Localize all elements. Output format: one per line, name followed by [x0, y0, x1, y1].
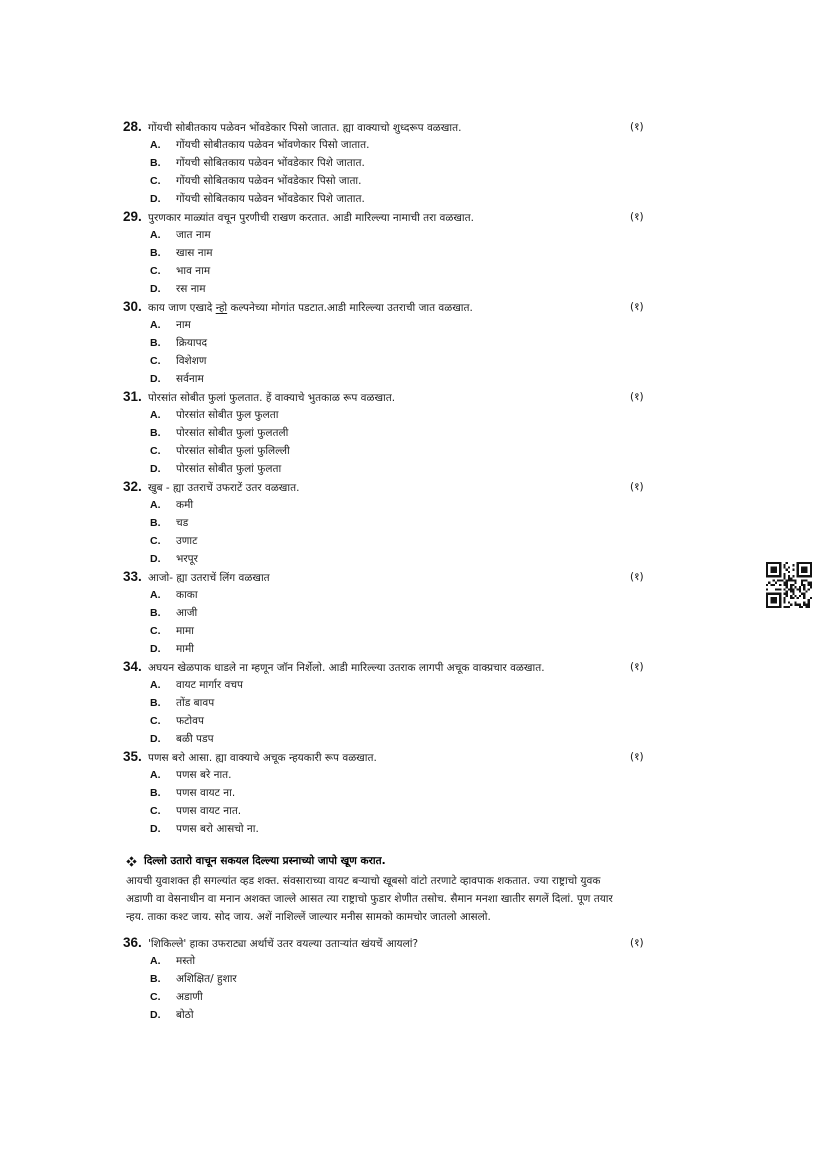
- option-letter: D.: [150, 283, 161, 295]
- option-letter: D.: [150, 373, 161, 385]
- section-bullet-icon: [126, 856, 144, 867]
- question-marks: (१): [630, 481, 644, 493]
- option-row: [123, 712, 723, 730]
- question-stem: आजो- ह्या उतराचें लिंग वळखात: [148, 572, 270, 584]
- question-marks: (१): [630, 121, 644, 133]
- question: [123, 478, 723, 568]
- question-36: [123, 934, 723, 1024]
- question: [123, 748, 723, 838]
- passage-line: [126, 888, 743, 906]
- question-stem: पणस बरो आसा. ह्या वाक्याचे अचूक न्हयकारी रूप वळखात.: [148, 752, 377, 764]
- option-row: [123, 262, 723, 280]
- option-letter: D.: [150, 733, 161, 745]
- passage-instruction: दिल्लो उतारो वाचून सकयल दिल्ल्या प्रस्नाच्यो जापो खूण करात.: [144, 855, 386, 867]
- option-row: [123, 190, 723, 208]
- option-text: कमी: [176, 499, 194, 511]
- option-row: [123, 640, 723, 658]
- questions-28-35: [123, 118, 723, 838]
- passage-line-text: आयची युवाशक्त ही सगल्यांत व्हड शक्त. संवसाराच्या वायट बऱ्याचो खूबसो वांटो तरणाटे व्हावपाक शकतात. ज्या राष्ट्राचो युवक: [126, 875, 601, 887]
- option-text: चड: [176, 517, 189, 529]
- option-letter: C.: [150, 805, 161, 817]
- question-stem: अघयन खेळपाक धाडले ना म्हणून जॉन निर्शेलो. आडी मारिल्ल्या उतराक लागपी अचूक वाक्प्रचार वळखात.: [148, 662, 545, 674]
- option-row: [123, 532, 723, 550]
- question-marks: (१): [630, 937, 644, 949]
- option-row: [123, 784, 723, 802]
- question: [123, 934, 723, 1024]
- option-row: [123, 334, 723, 352]
- question: [123, 568, 723, 658]
- passage-line-text: अडाणी वा वेसनाधीन वा मनान अशक्त जाल्ले आसत त्या राष्ट्राचो फुडार शेणीत तसोच. सैमान मनशा खातीर सगलें दिलां. पूण तयार: [126, 893, 613, 905]
- option-row: [123, 676, 723, 694]
- option-text: वायट मार्गार वचप: [176, 679, 244, 691]
- option-text: गोंयची सोबीतकाय पळेवन भोंवणेकार पिसो जातात.: [176, 139, 370, 151]
- passage-section: [123, 852, 743, 924]
- option-letter: C.: [150, 355, 161, 367]
- option-text: सर्वनाम: [176, 373, 204, 385]
- option-row: [123, 766, 723, 784]
- question-marks: (१): [630, 661, 644, 673]
- option-text: पणस वायट ना.: [176, 787, 236, 799]
- question-marks: (१): [630, 751, 644, 763]
- option-letter: A.: [150, 319, 161, 331]
- option-letter: A.: [150, 409, 161, 421]
- option-letter: A.: [150, 229, 161, 241]
- option-row: [123, 988, 723, 1006]
- option-text: अशिक्षित/ हुशार: [176, 973, 237, 985]
- option-letter: B.: [150, 517, 161, 529]
- question-number: 35.: [123, 749, 142, 764]
- option-letter: B.: [150, 427, 161, 439]
- option-text: पोरसांत सोबीत फुलां फुलिल्ली: [176, 445, 290, 457]
- option-row: [123, 496, 723, 514]
- option-text: गोंयची सोबितकाय पळेवन भोंवडेकार पिसो जाता.: [176, 175, 362, 187]
- option-letter: C.: [150, 265, 161, 277]
- question-number: 28.: [123, 119, 142, 134]
- option-letter: D.: [150, 643, 161, 655]
- question-number: 34.: [123, 659, 142, 674]
- question-marks: (१): [630, 301, 644, 313]
- option-text: जात नाम: [176, 229, 211, 241]
- option-letter: A.: [150, 589, 161, 601]
- option-text: पणस बरे नात.: [176, 769, 232, 781]
- option-row: [123, 730, 723, 748]
- option-row: [123, 244, 723, 262]
- qr-code: [766, 562, 812, 608]
- option-row: [123, 172, 723, 190]
- option-letter: D.: [150, 463, 161, 475]
- option-text: भरपूर: [176, 553, 198, 565]
- option-letter: D.: [150, 553, 161, 565]
- option-letter: B.: [150, 607, 161, 619]
- option-text: बोठो: [176, 1009, 194, 1021]
- question-stem: 'शिकिल्ले' हाका उफराट्या अर्थाचें उतर वयल्या उताऱ्यांत खंयचें आयलां?: [148, 938, 419, 950]
- option-letter: B.: [150, 697, 161, 709]
- option-text: विशेशण: [176, 355, 207, 367]
- option-text: काका: [176, 589, 198, 601]
- option-text: खास नाम: [176, 247, 213, 259]
- option-letter: A.: [150, 769, 161, 781]
- option-text: आजी: [176, 607, 198, 619]
- option-text: मस्तो: [176, 955, 196, 967]
- question-number: 30.: [123, 299, 142, 314]
- option-letter: D.: [150, 1009, 161, 1021]
- option-row: [123, 1006, 723, 1024]
- passage-line: [126, 906, 743, 924]
- option-letter: A.: [150, 139, 161, 151]
- option-row: [123, 316, 723, 334]
- option-text: बळी पडप: [176, 733, 214, 745]
- option-row: [123, 136, 723, 154]
- option-text: पणस बरो आसचो ना.: [176, 823, 259, 835]
- option-row: [123, 226, 723, 244]
- option-letter: D.: [150, 193, 161, 205]
- question-number: 36.: [123, 935, 142, 950]
- question-number: 32.: [123, 479, 142, 494]
- option-row: [123, 622, 723, 640]
- option-letter: C.: [150, 991, 161, 1003]
- option-row: [123, 514, 723, 532]
- question-stem: गोंयची सोबीतकाय पळेवन भोंवडेकार पिसो जातात. ह्या वाक्याचो शुध्दरूप वळखात.: [148, 122, 462, 134]
- option-row: [123, 352, 723, 370]
- option-text: नाम: [176, 319, 191, 331]
- option-row: [123, 442, 723, 460]
- question-marks: (१): [630, 211, 644, 223]
- option-letter: B.: [150, 787, 161, 799]
- option-letter: A.: [150, 499, 161, 511]
- option-text: पणस वायट नात.: [176, 805, 242, 817]
- option-text: पोरसांत सोबीत फुलां फुलतली: [176, 427, 289, 439]
- question-stem: काय जाण एखादे न्हो कल्पनेच्या मोगांत पडटात.आडी मारिल्ल्या उतराची जात वळखात.: [148, 302, 473, 314]
- option-text: मामा: [176, 625, 194, 637]
- question-stem: पोरसांत सोबीत फुलां फुलतात. हें वाक्याचे भुतकाळ रूप वळखात.: [148, 392, 396, 404]
- question-stem: पुरणकार माळ्यांत वचून पुरणीची राखण करतात. आडी मारिल्ल्या नामाची तरा वळखात.: [148, 212, 474, 224]
- option-letter: B.: [150, 973, 161, 985]
- option-row: [123, 820, 723, 838]
- option-text: गोंयची सोबितकाय पळेवन भोंवडेकार पिशे जातात.: [176, 193, 365, 205]
- passage-line-text: न्हय. ताका कश्ट जाय. सोद जाय. अशें नाशिल्लें जाल्यार मनीस सामको कामचोर जातलो आसलो.: [126, 911, 491, 923]
- option-letter: B.: [150, 247, 161, 259]
- passage-instruction-row: [126, 852, 743, 870]
- option-letter: C.: [150, 625, 161, 637]
- option-row: [123, 604, 723, 622]
- option-row: [123, 424, 723, 442]
- option-text: अडाणी: [176, 991, 203, 1003]
- option-row: [123, 586, 723, 604]
- option-text: भाव नाम: [176, 265, 211, 277]
- question-stem: खुब - ह्या उतराचें उफराटें उतर वळखात.: [148, 482, 300, 494]
- question-marks: (१): [630, 391, 644, 403]
- option-text: रस नाम: [176, 283, 206, 295]
- option-row: [123, 694, 723, 712]
- question-number: 33.: [123, 569, 142, 584]
- option-text: पोरसांत सोबीत फुलां फुलता: [176, 463, 282, 475]
- question-number: 31.: [123, 389, 142, 404]
- question-number: 29.: [123, 209, 142, 224]
- option-row: [123, 280, 723, 298]
- option-text: तोंड बावप: [176, 697, 215, 709]
- option-letter: C.: [150, 175, 161, 187]
- option-letter: A.: [150, 955, 161, 967]
- option-text: क्रियापद: [176, 337, 208, 349]
- option-letter: A.: [150, 679, 161, 691]
- option-row: [123, 970, 723, 988]
- passage-line: [126, 870, 743, 888]
- option-letter: C.: [150, 535, 161, 547]
- option-letter: B.: [150, 157, 161, 169]
- option-text: मामी: [176, 643, 194, 655]
- option-text: गोंयची सोबितकाय पळेवन भोंवडेकार पिशे जातात.: [176, 157, 365, 169]
- underlined-word: न्हो: [215, 302, 228, 314]
- option-row: [123, 370, 723, 388]
- option-letter: B.: [150, 337, 161, 349]
- option-row: [123, 550, 723, 568]
- option-text: फटोवप: [176, 715, 204, 727]
- option-letter: C.: [150, 715, 161, 727]
- question: [123, 388, 723, 478]
- option-row: [123, 952, 723, 970]
- option-letter: C.: [150, 445, 161, 457]
- option-row: [123, 406, 723, 424]
- passage-body: [123, 870, 743, 924]
- question-marks: (१): [630, 571, 644, 583]
- option-text: पोरसांत सोबीत फुल फुलता: [176, 409, 279, 421]
- question: [123, 298, 723, 388]
- question: [123, 658, 723, 748]
- option-row: [123, 154, 723, 172]
- question: [123, 118, 723, 208]
- option-text: उणाट: [176, 535, 198, 547]
- option-letter: D.: [150, 823, 161, 835]
- question: [123, 208, 723, 298]
- option-row: [123, 460, 723, 478]
- option-row: [123, 802, 723, 820]
